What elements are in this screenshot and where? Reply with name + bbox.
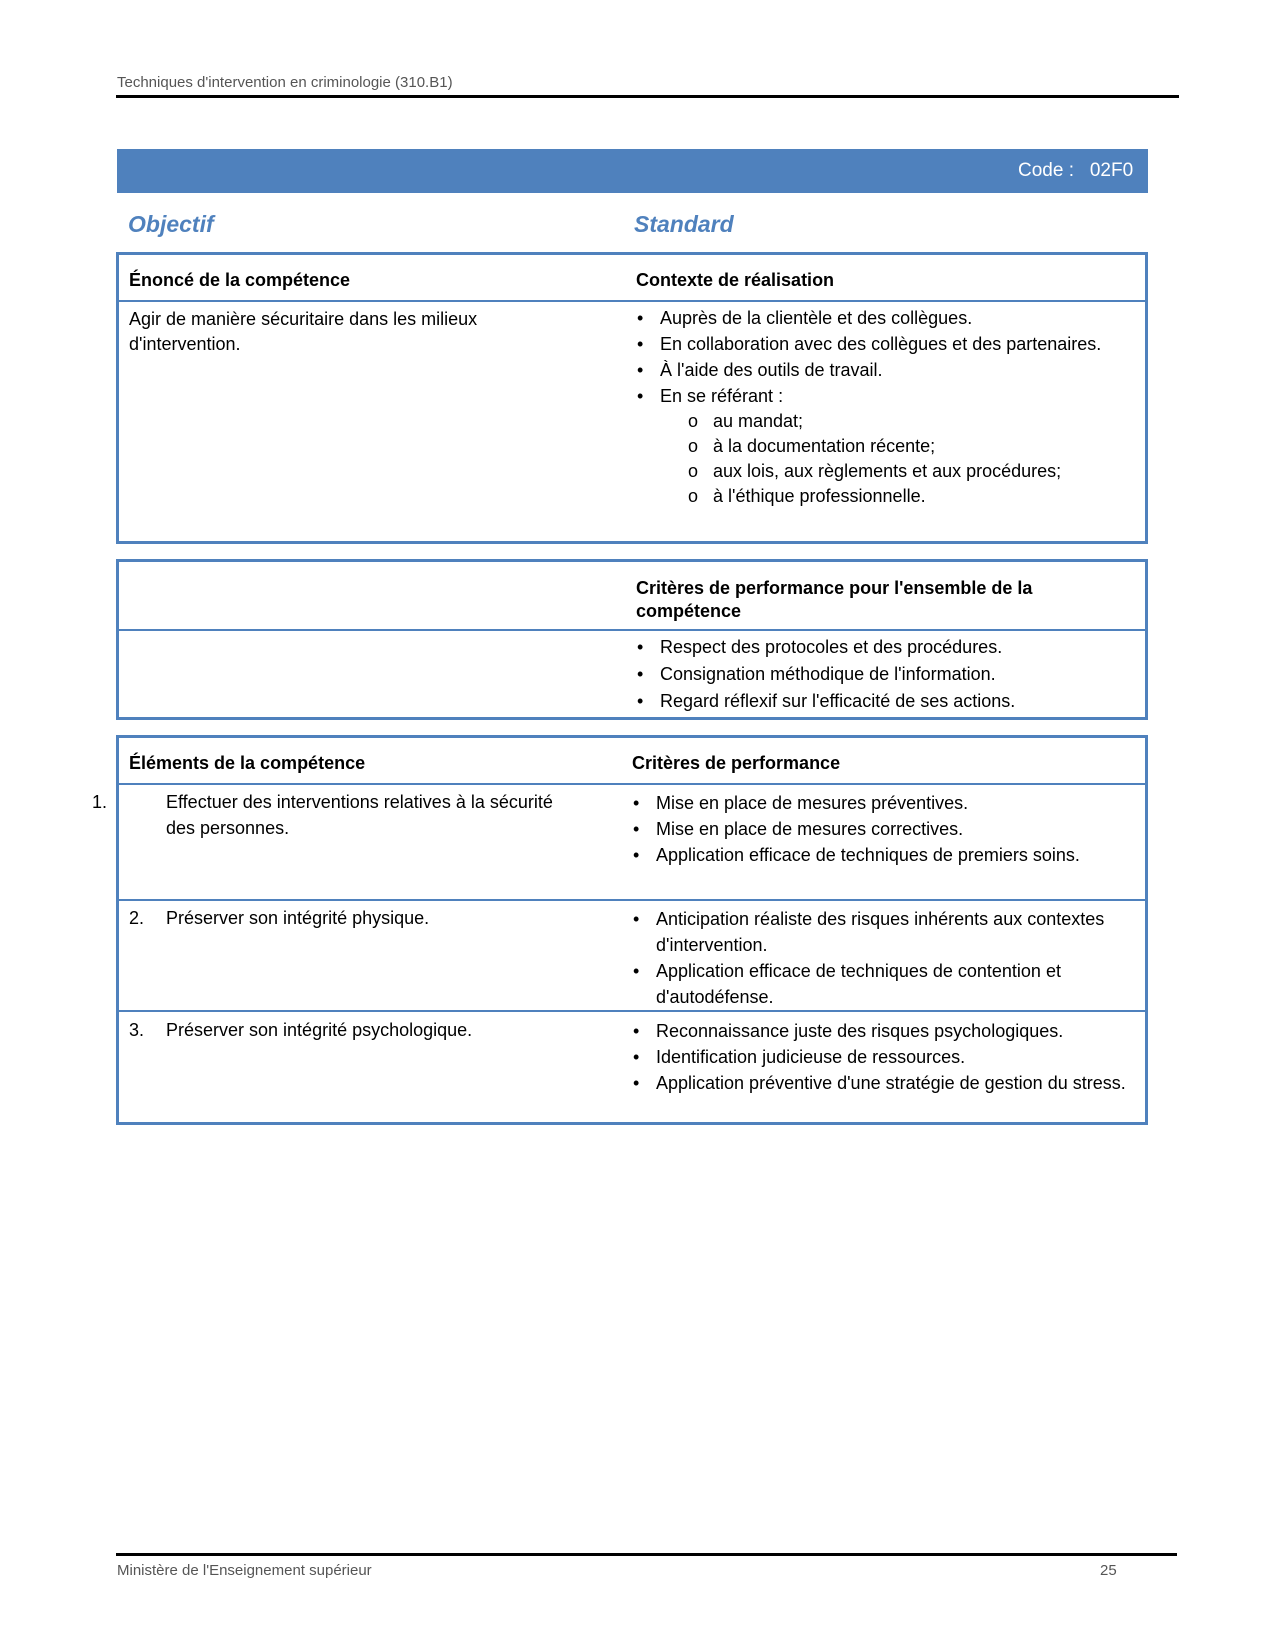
running-header: Techniques d'intervention en criminologie (310.B1) <box>117 74 453 91</box>
row-divider <box>119 783 1145 785</box>
element-criteria-list <box>632 1018 1137 1096</box>
code-value: 02F0 <box>1089 160 1134 181</box>
contexte-sublist <box>660 409 1136 509</box>
row-divider <box>119 629 1145 631</box>
element-number: 2. <box>129 908 145 928</box>
contexte-heading: Contexte de réalisation <box>636 270 835 290</box>
element-text: Préserver son intégrité physique. <box>166 908 430 928</box>
code-label: Code : <box>1018 160 1074 181</box>
element-row-2 <box>129 905 599 931</box>
element-number: 3. <box>129 1020 145 1040</box>
enonce-heading: Énoncé de la compétence <box>129 270 351 290</box>
contexte-item: • En collaboration avec des collègues et des partenaires. <box>636 331 1136 357</box>
contexte-subitem: o à la documentation récente; <box>688 434 1136 459</box>
criteres-ensemble-item: • Consignation méthodique de l'information. <box>636 661 1136 688</box>
row-divider <box>119 300 1145 302</box>
element-criteria-list <box>632 906 1132 1010</box>
element-criteria-list <box>632 790 1132 868</box>
contexte-item: • À l'aide des outils de travail. <box>636 357 1136 383</box>
element-number: 1. <box>92 792 108 812</box>
criteres-ensemble-heading: Critères de performance pour l'ensemble de la compétence <box>636 578 1033 621</box>
criteres-ensemble-table <box>116 559 1148 720</box>
row-divider <box>119 899 1145 901</box>
element-criterion: • Application efficace de techniques de premiers soins. <box>632 842 1132 868</box>
element-text: Préserver son intégrité psychologique. <box>166 1020 473 1040</box>
page-number: 25 <box>1100 1562 1117 1579</box>
standard-heading: Standard <box>634 211 734 237</box>
header-rule <box>116 95 1179 98</box>
enonce-text: Agir de manière sécuritaire dans les milieux d'intervention. <box>129 309 478 354</box>
element-criterion: • Application efficace de techniques de contention et d'autodéfense. <box>632 958 1132 1010</box>
element-criterion: • Anticipation réaliste des risques inhérents aux contextes d'intervention. <box>632 906 1132 958</box>
contexte-item <box>636 383 1136 509</box>
contexte-subitem: o aux lois, aux règlements et aux procédures; <box>688 459 1136 484</box>
elements-heading: Éléments de la compétence <box>129 753 366 773</box>
row-divider <box>119 1010 1145 1012</box>
competency-code <box>1018 160 1148 182</box>
criteres-ensemble-item: • Respect des protocoles et des procédures. <box>636 634 1136 661</box>
footer-rule <box>116 1553 1177 1556</box>
element-criterion: • Mise en place de mesures préventives. <box>632 790 1132 816</box>
criteres-ensemble-list <box>636 634 1136 715</box>
contexte-list <box>636 305 1136 509</box>
contexte-subitem: o à l'éthique professionnelle. <box>688 484 1136 509</box>
footer-ministry: Ministère de l'Enseignement supérieur <box>117 1562 372 1579</box>
elements-table <box>92 735 1148 1125</box>
contexte-item-label: En se référant : <box>660 386 784 406</box>
element-criterion: • Identification judicieuse de ressources. <box>632 1044 1137 1070</box>
element-criterion: • Reconnaissance juste des risques psychologiques. <box>632 1018 1137 1044</box>
element-text: Effectuer des interventions relatives à la sécurité des personnes. <box>166 792 553 838</box>
contexte-item: • Auprès de la clientèle et des collègues. <box>636 305 1136 331</box>
element-row-3 <box>129 1017 599 1043</box>
enonce-contexte-table <box>116 252 1148 544</box>
element-criterion: • Mise en place de mesures correctives. <box>632 816 1132 842</box>
objectif-heading: Objectif <box>128 211 214 237</box>
criteres-heading: Critères de performance <box>632 753 841 773</box>
code-bar <box>117 149 1148 193</box>
element-criterion: • Application préventive d'une stratégie de gestion du stress. <box>632 1070 1137 1096</box>
element-row-1 <box>92 789 566 841</box>
criteres-ensemble-item: • Regard réflexif sur l'efficacité de ses actions. <box>636 688 1136 715</box>
contexte-subitem: o au mandat; <box>688 409 1136 434</box>
